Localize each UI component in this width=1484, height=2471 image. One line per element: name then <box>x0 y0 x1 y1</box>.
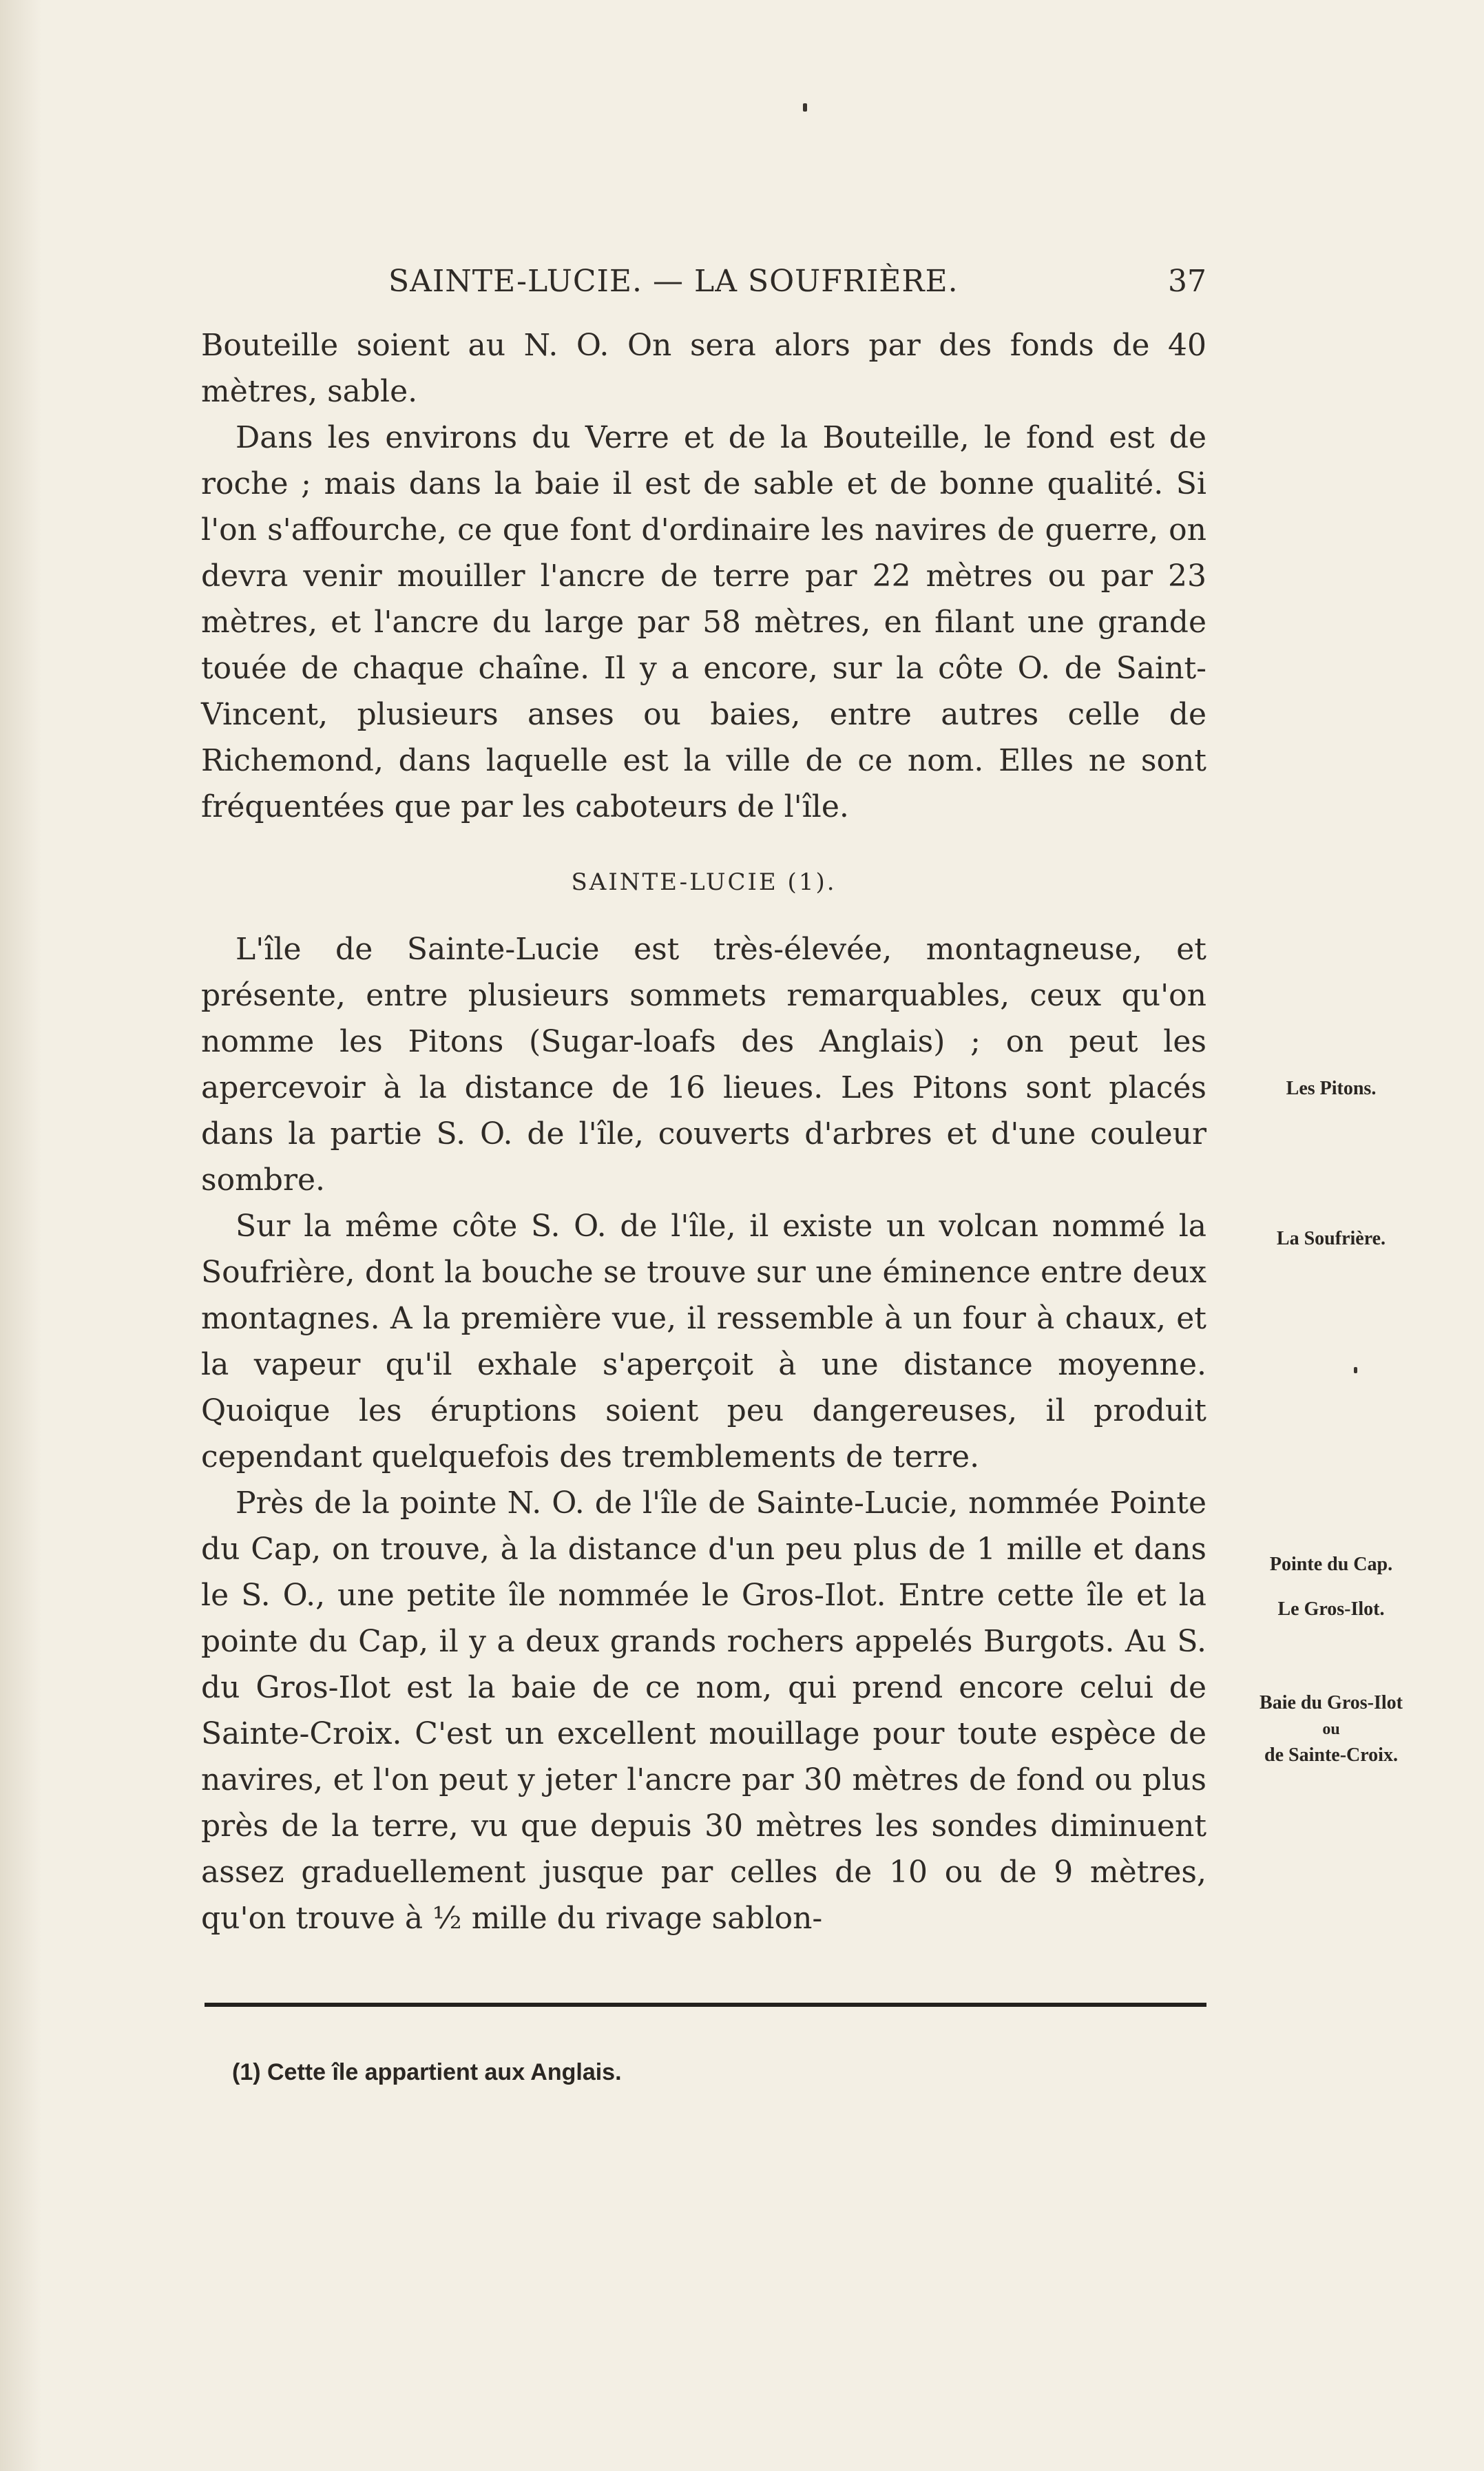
page-edge-shadow <box>0 0 41 2471</box>
margin-note-soufriere: La Soufrière. <box>1276 1228 1386 1249</box>
margin-note-baie-line1: Baie du Gros-Ilot <box>1260 1692 1403 1713</box>
margin-note-baie-line3: de Sainte-Croix. <box>1264 1744 1398 1766</box>
margin-dot <box>1354 1367 1357 1373</box>
margin-note-gros-ilot: Le Gros-Ilot. <box>1277 1598 1385 1620</box>
paragraph-1: Bouteille soient au N. O. On sera alors par des fonds de 40 mètres, sable. <box>201 328 1206 409</box>
margin-note-baie-or: ou <box>1322 1720 1340 1738</box>
margin-note-pointe-du-cap: Pointe du Cap. <box>1269 1554 1393 1575</box>
running-title: SAINTE-LUCIE. — LA SOUFRIÈRE. <box>388 264 959 299</box>
margin-note-pitons: Les Pitons. <box>1286 1078 1377 1099</box>
page-number: 37 <box>1168 264 1206 299</box>
footnote-rule <box>205 2003 1206 2007</box>
body-text <box>201 322 1206 1941</box>
paragraph-4: Sur la même côte S. O. de l'île, il existe un volcan nommé la Soufrière, dont la bouche se trouve sur une éminence entre deux montagnes. A la première vue, il ressemble à un four à chaux, et la vapeur qu'il exhale s'aperçoit à une distance moyenne. Quoique les éruptions soient peu dangereuses, il produit cependant quelquefois des tremblements de terre. <box>201 1209 1206 1474</box>
running-head <box>201 264 1206 305</box>
ink-mark <box>803 103 807 112</box>
paragraph-2: Dans les environs du Verre et de la Bouteille, le fond est de roche ; mais dans la baie il est de sable et de bonne qualité. Si l'on s'affourche, ce que font d'ordinaire les navires de guerre, on devra venir mouiller l'ancre de terre par 22 mètres ou par 23 mètres, et l'ancre du large par 58 mètres, en filant une grande touée de chaque chaîne. Il y a encore, sur la côte O. de Saint-Vincent, plusieurs anses ou baies, entre autres celle de Richemond, dans laquelle est la ville de ce nom. Elles ne sont fréquentées que par les caboteurs de l'île. <box>201 420 1206 824</box>
paragraph-5: Près de la pointe N. O. de l'île de Sainte-Lucie, nommée Pointe du Cap, on trouve, à la distance d'un peu plus de 1 mille et dans le S. O., une petite île nommée le Gros-Ilot. Entre cette île et la pointe du Cap, il y a deux grands rochers appelés Burgots. Au S. du Gros-Ilot est la baie de ce nom, qui prend encore celui de Sainte-Croix. C'est un excellent mouillage pour toute espèce de navires, et l'on peut y jeter l'ancre par 30 mètres de fond ou plus près de la terre, vu que depuis 30 mètres les sondes diminuent assez graduellement jusque par celles de 10 ou de 9 mètres, qu'on trouve à ½ mille du rivage sablon- <box>201 1485 1206 1936</box>
section-title: SAINTE-LUCIE (1). <box>571 868 837 896</box>
footnote: (1) Cette île appartient aux Anglais. <box>232 2059 622 2085</box>
paragraph-3: L'île de Sainte-Lucie est très-élevée, montagneuse, et présente, entre plusieurs sommets remarquables, ceux qu'on nomme les Pitons (Sugar-loafs des Anglais) ; on peut les apercevoir à la distance de 16 lieues. Les Pitons sont placés dans la partie S. O. de l'île, couverts d'arbres et d'une couleur sombre. <box>201 932 1206 1198</box>
